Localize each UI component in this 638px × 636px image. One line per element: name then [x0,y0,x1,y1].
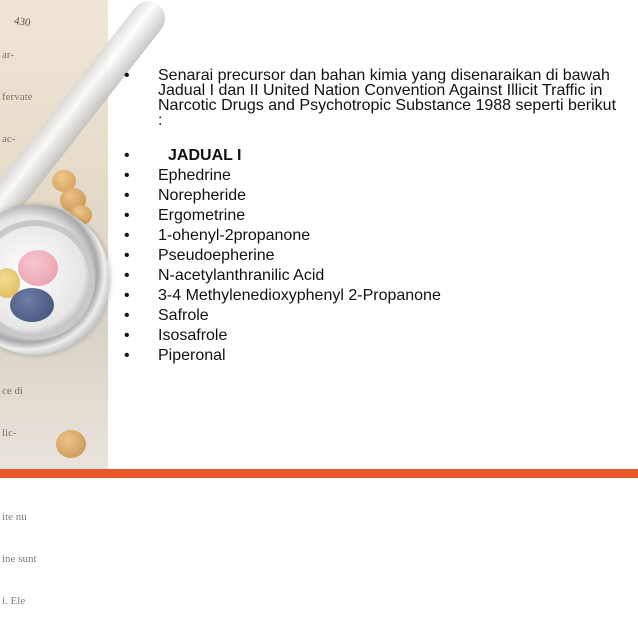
book-text-line: ine sunt [2,553,37,565]
pill-icon [56,430,86,458]
list-item: • 3-4 Methylenedioxyphenyl 2-Propanone [120,286,620,306]
heading-text: JADUAL I [168,147,242,164]
list-item: • Ephedrine [120,166,620,186]
book-text-line: ce di [2,385,24,397]
slide-content [120,68,620,366]
book-text-line: ar- [2,49,14,61]
list-item: • Piperonal [120,346,620,366]
book-text-line: lic- [2,427,17,439]
decorative-dot: . [128,20,130,26]
book-text-line: ite nu [2,511,27,523]
bullet-list [120,68,620,366]
book-text-line: i. Ele [2,595,26,607]
list-item: • N-acetylanthranilic Acid [120,266,620,286]
pill-icon [18,250,58,286]
book-page-number: 430 [13,14,32,30]
list-item: • Safrole [120,306,620,326]
list-item: • Norepheride [120,186,620,206]
list-item: • Ergometrine [120,206,620,226]
intro-paragraph: • Senarai precursor dan bahan kimia yang disenaraikan di bawah Jadual I dan II United Nation Convention Against Illicit Traffic in Narcotic Drugs and Psychotropic Substance 1988 seperti berikut : [120,68,620,128]
list-heading [120,146,620,166]
list-item: • Pseudoepherine [120,246,620,266]
list-item: • 1-ohenyl-2propanone [120,226,620,246]
book-text-line: fervate [2,91,33,103]
stethoscope-pills-photo [0,0,108,607]
list-item: • Isosafrole [120,326,620,346]
book-text-line: ac- [2,133,16,145]
pill-icon [10,288,54,322]
bottom-accent-bar [0,469,638,478]
